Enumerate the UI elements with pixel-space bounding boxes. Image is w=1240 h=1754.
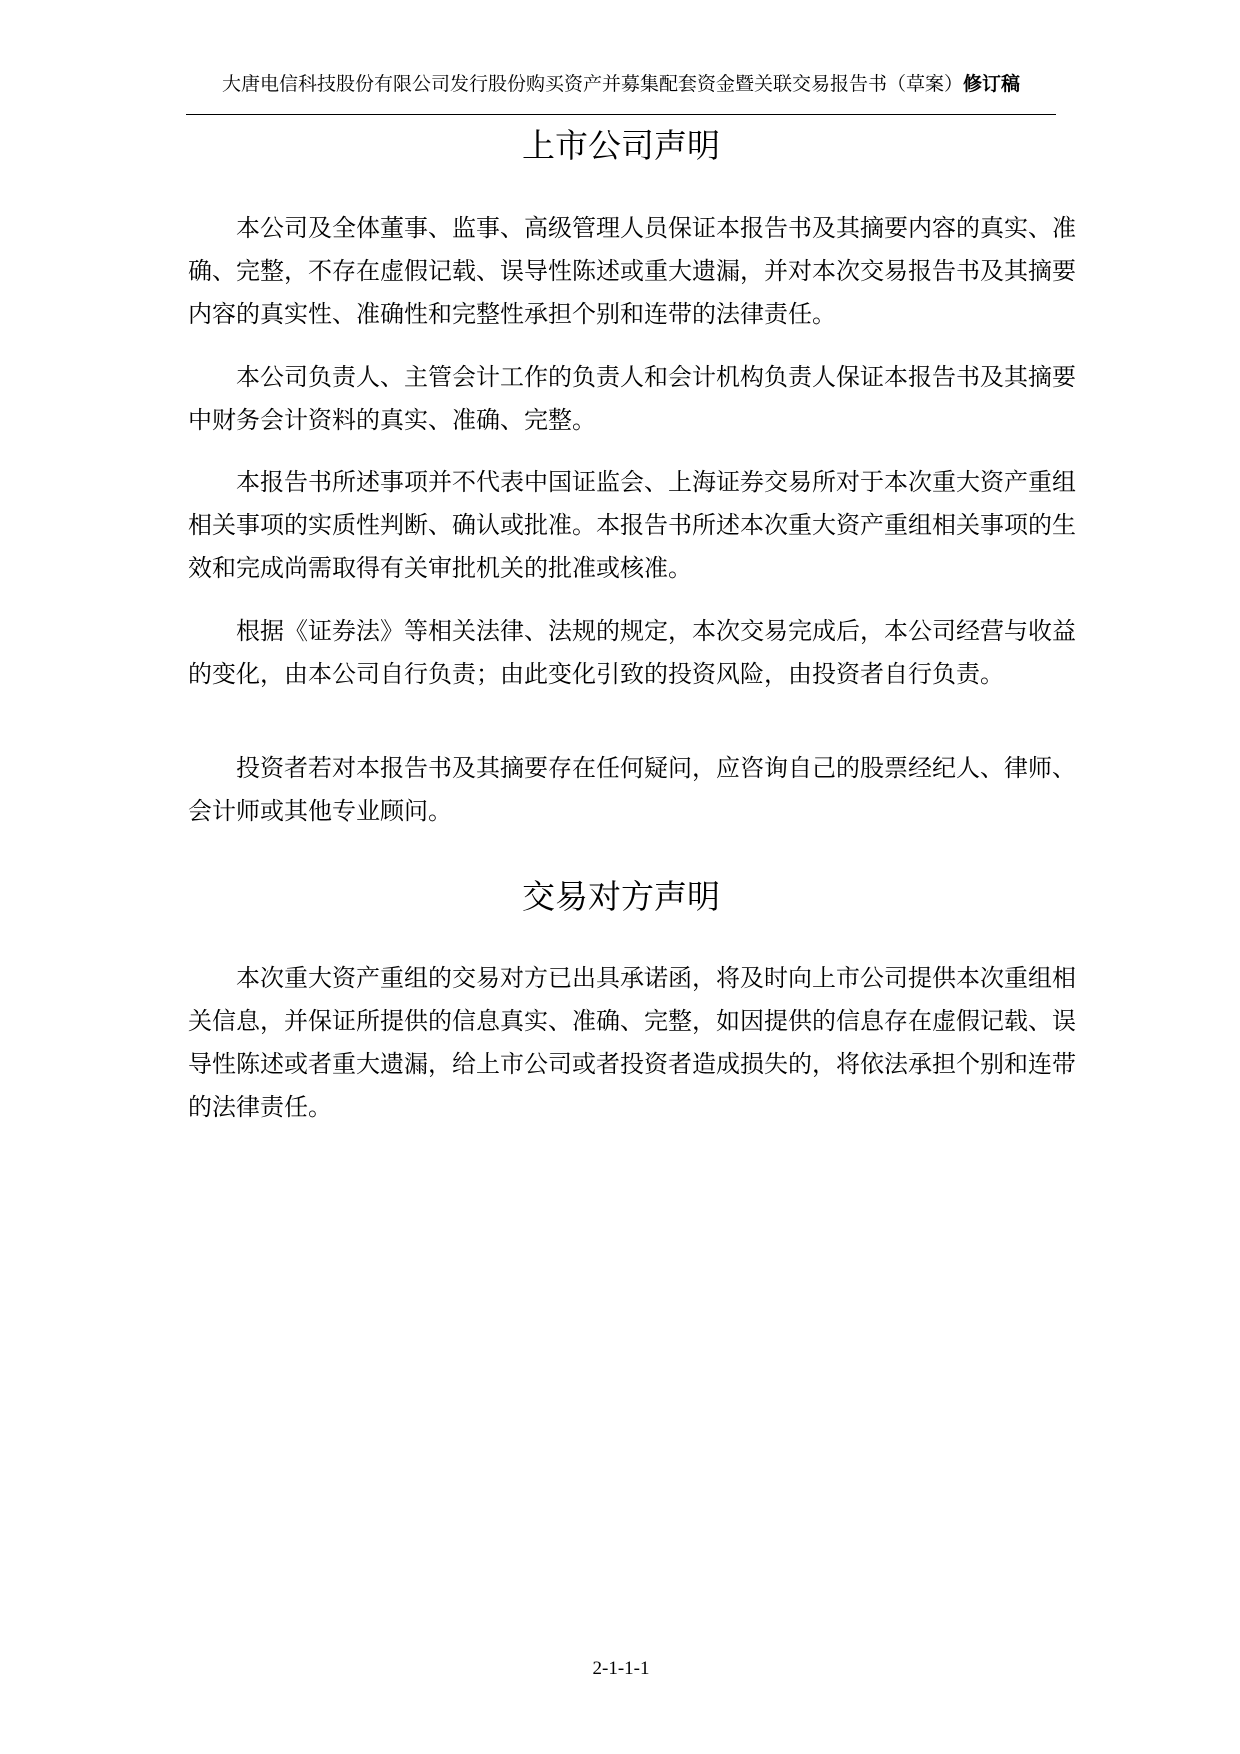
company-statement-paragraph-4: 根据《证券法》等相关法律、法规的规定，本次交易完成后，本公司经营与收益的变化，由本公司自行负责；由此变化引致的投资风险，由投资者自行负责。: [188, 617, 1076, 688]
company-statement-paragraph-3: 本报告书所述事项并不代表中国证监会、上海证券交易所对于本次重大资产重组相关事项的实质性判断、确认或批准。本报告书所述本次重大资产重组相关事项的生效和完成尚需取得有关审批机关的批准或核准。: [188, 468, 1076, 582]
header-title: 大唐电信科技股份有限公司发行股份购买资产并募集配套资金暨关联交易报告书（草案）: [221, 73, 963, 95]
company-statement-paragraph-2: 本公司负责人、主管会计工作的负责人和会计机构负责人保证本报告书及其摘要中财务会计资料的真实、准确、完整。: [188, 363, 1076, 434]
header-divider: [186, 114, 1056, 115]
section-title-company-statement: 上市公司声明: [522, 126, 720, 165]
counterparty-statement-paragraph-1: 本次重大资产重组的交易对方已出具承诺函，将及时向上市公司提供本次重组相关信息，并保证所提供的信息真实、准确、完整，如因提供的信息存在虚假记载、误导性陈述或者重大遗漏，给上市公司或者投资者造成损失的，将依法承担个别和连带的法律责任。: [188, 964, 1076, 1121]
header-revision-label: 修订稿: [963, 73, 1021, 95]
page-number: 2-1-1-1: [592, 1658, 650, 1679]
section-title-counterparty-statement: 交易对方声明: [522, 877, 720, 916]
company-statement-paragraph-5: 投资者若对本报告书及其摘要存在任何疑问，应咨询自己的股票经纪人、律师、会计师或其他专业顾问。: [188, 754, 1076, 825]
company-statement-paragraph-1: 本公司及全体董事、监事、高级管理人员保证本报告书及其摘要内容的真实、准确、完整，不存在虚假记载、误导性陈述或重大遗漏，并对本次交易报告书及其摘要内容的真实性、准确性和完整性承担个别和连带的法律责任。: [188, 214, 1076, 328]
running-header: [186, 70, 1056, 98]
